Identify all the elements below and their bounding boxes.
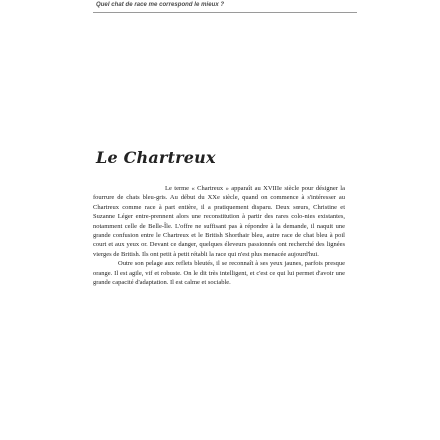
body-text bbox=[93, 184, 345, 287]
running-header: Quel chat de race me correspond le mieux ? bbox=[96, 2, 225, 8]
chapter-title: Le Chartreux bbox=[96, 148, 216, 167]
paragraph: Le terme « Chartreux » apparaît au XVIIIe siècle pour désigner la fourrure de chats bleu-gris. Au début du XXe siècle, quand on commence à s'intéresser au Chartreux comme race à part entière, il a pratiquement disparu. Deux sœurs, Christine et Suzanne Léger entre-prennent alors une reconstitution à partir des rares colo-nies existantes, notamment celle de Belle-Île. L'offre ne suffisant pas à répondre à la demande, il naquit une grande confusion entre le Chartreux et le British Shorthair bleu, autre race de chat bleu à poil court et aux yeux or. Devant ce danger, quelques éleveurs passionnés ont recherché des lignées vierges de British. Ils ont petit à petit rétabli la race qui n'est plus menacée aujourd'hui. bbox=[93, 185, 345, 258]
header-rule bbox=[93, 12, 357, 13]
paragraph: Outre son pelage aux reflets bleutés, il se reconnaît à ses yeux jaunes, parfois presque orange. Il est agile, vif et robuste. On le dit très intelligent, et c'est ce qui lui permet d'avoir une grande capacité d'adaptation. Il est calme et sociable. bbox=[93, 260, 345, 287]
